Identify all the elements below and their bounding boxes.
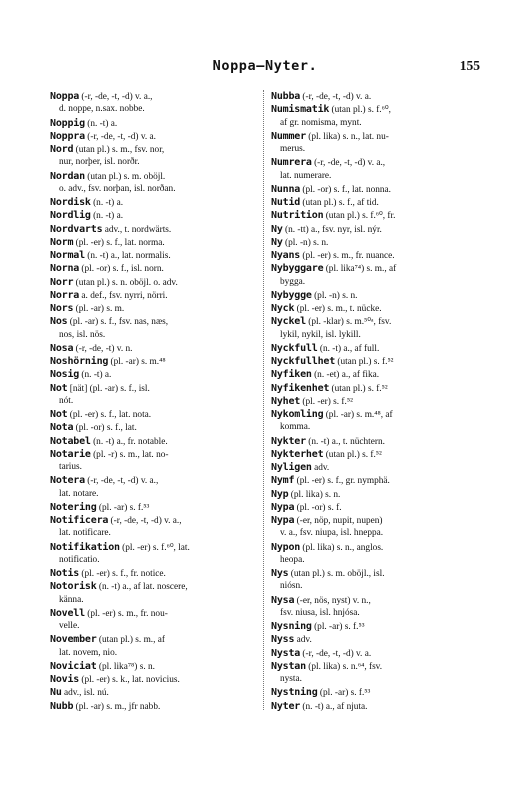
headword: Nybyggare [271, 263, 324, 275]
dictionary-entry [271, 660, 477, 673]
dictionary-entry [50, 90, 256, 103]
entry-definition: (pl. -ar) s. f., fsv. nas, næs, [67, 317, 169, 328]
entry-definition: nysta. [280, 674, 302, 684]
dictionary-entry [50, 276, 256, 289]
entry-continuation [50, 183, 256, 196]
headword: Nykterhet [271, 448, 324, 460]
dictionary-entry [271, 196, 477, 209]
entry-definition: o. adv., fsv. norþan, isl. norðan. [59, 183, 176, 194]
headword: Noppig [50, 117, 85, 129]
headword: Nykomling [271, 409, 324, 420]
headword: Notis [50, 568, 80, 579]
headword: Nyfiken [271, 369, 312, 381]
right-column [271, 90, 477, 713]
headword: Numrera [271, 157, 312, 169]
headword: Nordlig [50, 210, 91, 222]
entry-definition: af gr. nomisma, mynt. [280, 117, 362, 128]
headword: Nyligen [271, 462, 312, 473]
dictionary-entry [271, 249, 477, 262]
left-column [50, 90, 256, 713]
dictionary-entry [50, 130, 256, 143]
entry-definition: (pl. -or) s. f., lat. [73, 423, 137, 434]
entry-definition: adv., t. nordwärts. [102, 224, 172, 235]
dictionary-entry [271, 90, 477, 103]
entry-definition: (utan pl.) s. m. oböjl. [84, 171, 166, 182]
headword: Norna [50, 263, 80, 275]
entry-continuation [271, 117, 477, 130]
entry-definition: (pl. -er) s. f., lat. norma. [73, 237, 165, 248]
headword: Nordvarts [50, 223, 103, 235]
entry-definition: [nät] (pl. -ar) s. f., isl. [67, 383, 150, 394]
headword: Numismatik [271, 104, 330, 116]
entry-definition: (n. -t) a. [90, 198, 124, 208]
dictionary-entry [50, 607, 256, 620]
entry-continuation [271, 673, 477, 686]
entry-definition: nót. [59, 395, 74, 406]
entry-continuation [271, 276, 477, 289]
dictionary-entry [50, 143, 256, 156]
entry-definition: fsv. niusa, isl. hnjósa. [280, 607, 360, 618]
dictionary-entry [271, 474, 477, 487]
entry-definition: (n. -t) a., af full. [317, 343, 380, 354]
entry-definition: (pl. lika) s. n., lat. nu- [305, 131, 389, 142]
dictionary-entry [271, 156, 477, 169]
dictionary-entry [271, 342, 477, 355]
dictionary-entry [50, 315, 256, 328]
entry-definition: heopa. [280, 554, 305, 565]
entry-continuation [50, 488, 256, 501]
headword: Notabel [50, 435, 91, 447]
headword: November [50, 634, 97, 646]
running-head: Noppa—Nyter. [212, 58, 318, 74]
dictionary-entry [50, 342, 256, 355]
dictionary-entry [271, 236, 477, 249]
dictionary-entry [50, 289, 256, 302]
entry-definition: velle. [59, 621, 80, 631]
page-header [50, 58, 480, 74]
entry-definition: (n. -t) a., lat. normalis. [84, 251, 171, 261]
entry-definition: (utan pl.) s. f.⁵² [329, 383, 388, 394]
entry-continuation [50, 461, 256, 474]
dictionary-entry [50, 117, 256, 130]
headword: Nunna [271, 183, 301, 195]
headword: Norr [50, 276, 74, 288]
headword: Not [50, 409, 68, 420]
dictionary-entry [271, 435, 477, 448]
entry-definition: (n. -t) a. [79, 370, 112, 381]
entry-definition: (-er, nöp, nupit, nupen) [294, 516, 383, 526]
headword: Norm [50, 236, 74, 248]
entry-definition: d. noppe, n.sax. nobbe. [59, 104, 145, 115]
entry-definition: (pl. -or) s. f. [294, 502, 342, 513]
dictionary-entry [271, 700, 477, 713]
dictionary-entry [271, 103, 477, 116]
entry-definition: (utan pl.) s. f.⁵² [323, 449, 382, 460]
headword: Nybygge [271, 289, 312, 301]
entry-continuation [271, 580, 477, 593]
entry-definition: (pl. -n) s. n. [311, 290, 358, 301]
entry-continuation [50, 527, 256, 540]
entry-definition: (pl. -er) s. f.⁶⁰, lat. [119, 542, 190, 553]
entry-definition: (n. -t) a., t. nüchtern. [305, 436, 385, 447]
dictionary-entry [50, 633, 256, 646]
entry-definition: (utan pl.) s. n. oböjl. o. adv. [73, 277, 178, 288]
entry-definition: (-r, -de, -t, -d) v. a., [79, 92, 153, 102]
headword: Nystning [271, 687, 318, 699]
entry-definition: lat. numerare. [280, 170, 332, 181]
dictionary-entry [50, 501, 256, 514]
dictionary-entry [271, 368, 477, 381]
headword: Noppa [50, 91, 80, 102]
entry-definition: nos, isl. nös. [59, 329, 106, 340]
entry-continuation [271, 143, 477, 156]
entry-definition: (pl. -er) s. f., gr. nymphä. [294, 476, 390, 487]
headword: Notificera [50, 515, 109, 526]
entry-definition: (n. -t) a., fr. notable. [90, 436, 168, 447]
headword: Nysta [271, 647, 301, 659]
dictionary-entry [271, 567, 477, 580]
headword: Ny [271, 236, 283, 248]
headword: Nota [50, 422, 74, 434]
entry-definition: (pl. -ar) s. f.⁵³ [311, 622, 365, 632]
entry-definition: (pl. -or) s. f., lat. nonna. [300, 184, 391, 195]
dictionary-entry [271, 289, 477, 302]
dictionary-entry [271, 686, 477, 699]
entry-definition: merus. [280, 144, 306, 154]
headword: Nosa [50, 342, 74, 354]
dictionary-entry [50, 421, 256, 434]
entry-definition: (n. -t) a. [84, 118, 118, 129]
entry-definition: (pl. -er) s. f., fr. notice. [79, 569, 166, 579]
entry-definition: adv. [311, 463, 330, 473]
dictionary-entry [50, 368, 256, 381]
entry-definition: (pl. -er) s. f.⁵² [300, 396, 353, 407]
entry-continuation [50, 103, 256, 116]
headword: Noviciat [50, 660, 97, 672]
headword: Nordan [50, 170, 85, 182]
entry-definition: (utan pl.) s. f.⁶⁰, [329, 105, 391, 116]
dictionary-entry [50, 435, 256, 448]
entry-definition: (pl. -ar) s. m.⁴⁸ [108, 357, 166, 367]
dictionary-entry [271, 183, 477, 196]
headword: Nysning [271, 621, 312, 632]
entry-definition: (n. -t) a., af njuta. [300, 701, 368, 712]
headword: Nyhet [271, 395, 301, 407]
dictionary-entry [271, 620, 477, 633]
entry-definition: (n. -t) a., af lat. noscere, [96, 582, 188, 593]
headword: Nubb [50, 700, 74, 712]
dictionary-entry [271, 382, 477, 395]
entry-definition: adv., isl. nú. [61, 688, 109, 699]
entry-definition: (-r, -de, -t, -d) v. a., [108, 516, 182, 526]
entry-definition: (pl. lika) s. n.⁶⁴, fsv. [305, 661, 383, 672]
dictionary-entry [50, 660, 256, 673]
entry-continuation [271, 329, 477, 342]
headword: Nymf [271, 475, 295, 487]
headword: Nyckel [271, 316, 306, 328]
entry-definition: (pl. lika⁷⁸) s. n. [96, 661, 155, 672]
headword: Notera [50, 475, 85, 487]
dictionary-entry [50, 236, 256, 249]
entry-definition: bygga. [280, 276, 306, 287]
headword: Nyter [271, 700, 301, 712]
headword: Nyss [271, 634, 295, 646]
headword: Norra [50, 289, 80, 301]
headword: Nu [50, 687, 62, 699]
dictionary-entry [50, 474, 256, 487]
entry-definition: lat. novem, nio. [59, 647, 118, 658]
dictionary-entry [50, 408, 256, 421]
dictionary-entry [271, 647, 477, 660]
entry-continuation [271, 554, 477, 567]
entry-definition: (utan pl.) s. f., af tid. [300, 198, 379, 208]
entry-definition: känna. [59, 594, 84, 605]
dictionary-entry [50, 448, 256, 461]
entry-continuation [50, 647, 256, 660]
entry-definition: (-r, -de, -t, -d) v. a. [300, 648, 372, 659]
entry-definition: nur, norþer, isl. norðr. [59, 157, 140, 168]
headword: Nosig [50, 369, 80, 381]
headword: Nubba [271, 91, 301, 102]
dictionary-entry [50, 514, 256, 527]
dictionary-entry [50, 686, 256, 699]
dictionary-entry [50, 223, 256, 236]
dictionary-entry [271, 448, 477, 461]
headword: Nypon [271, 541, 301, 553]
dictionary-entry [271, 223, 477, 236]
dictionary-entry [50, 262, 256, 275]
entry-definition: (pl. -er) s. m., fr. nuance. [300, 251, 395, 261]
entry-definition: (n. -tt) a., fsv. nyr, isl. nýr. [282, 224, 382, 235]
headword: Nys [271, 568, 289, 579]
entry-definition: (pl. -er) s. m., fr. nou- [84, 608, 168, 619]
headword: Nysa [271, 594, 295, 606]
dictionary-entry [50, 567, 256, 580]
entry-definition: (pl. -er) s. m., t. nücke. [294, 304, 382, 314]
headword: Notering [50, 501, 97, 513]
headword: Novell [50, 607, 85, 619]
headword: Nyckfullhet [271, 356, 336, 367]
dictionary-entry [50, 249, 256, 262]
entry-definition: notificatio. [59, 554, 100, 565]
dictionary-entry [50, 700, 256, 713]
entry-continuation [271, 421, 477, 434]
dictionary-entry [271, 461, 477, 474]
dictionary-entry [50, 673, 256, 686]
entry-definition: niósn. [280, 581, 303, 592]
dictionary-entry [271, 262, 477, 275]
headword: Notifikation [50, 541, 120, 553]
entry-definition: (pl. -ar) s. f.⁵³ [96, 502, 150, 513]
dictionary-entry [271, 408, 477, 421]
entry-definition: adv. [294, 635, 312, 646]
entry-definition: (pl. lika) s. n., anglos. [300, 542, 384, 553]
dictionary-entry [50, 580, 256, 593]
headword: Noppra [50, 130, 85, 142]
headword: Nyans [271, 250, 301, 261]
entry-continuation [271, 170, 477, 183]
dictionary-entry [50, 170, 256, 183]
headword: Nummer [271, 130, 306, 142]
entry-definition: lat. notificare. [59, 528, 111, 539]
dictionary-entry [50, 382, 256, 395]
dictionary-entry [271, 130, 477, 143]
dictionary-entry [271, 594, 477, 607]
dictionary-entry [50, 541, 256, 554]
headword: Nyp [271, 488, 289, 500]
dictionary-entry [50, 302, 256, 315]
entry-definition: (pl. -ar) s. m., jfr nabb. [73, 701, 161, 712]
entry-continuation [50, 395, 256, 408]
dictionary-entry [271, 302, 477, 315]
entry-definition: komma. [280, 422, 311, 433]
entry-definition: v. a., fsv. niupa, isl. hneppa. [280, 528, 384, 539]
entry-definition: (utan pl.) s. m. oböjl., isl. [288, 569, 385, 579]
entry-definition: (pl. -ar) s. m. [73, 304, 125, 314]
dictionary-entry [271, 395, 477, 408]
headword: Not [50, 382, 68, 394]
entry-continuation [50, 329, 256, 342]
entry-definition: (-er, nös, nyst) v. n., [294, 595, 371, 606]
entry-definition: tarius. [59, 462, 82, 472]
headword: Nypa [271, 515, 295, 526]
entry-definition: (pl. lika⁷⁴) s. m., af [323, 264, 397, 275]
dictionary-entry [271, 488, 477, 501]
entry-definition: (-r, -de, -t) v. n. [73, 343, 133, 354]
entry-definition: a. def., fsv. nyrri, nörri. [79, 290, 168, 301]
entry-continuation [50, 554, 256, 567]
headword: Nutid [271, 197, 301, 208]
entry-definition: (pl. -r) s. m., lat. no- [90, 449, 169, 460]
entry-definition: (utan pl.) s. m., fsv. nor, [73, 145, 165, 155]
page-number: 155 [459, 58, 480, 73]
entry-continuation [50, 620, 256, 633]
headword: Nyfikenhet [271, 382, 330, 394]
headword: Novis [50, 674, 80, 685]
headword: Nos [50, 316, 68, 328]
headword: Nyckfull [271, 342, 318, 354]
entry-definition: (utan pl.) s. f.⁶⁰, fr. [323, 211, 396, 222]
entry-definition: (pl. -n) s. n. [282, 237, 329, 248]
dictionary-entry [271, 501, 477, 514]
headword: Nutrition [271, 210, 324, 222]
headword: Nypa [271, 501, 295, 513]
headword: Nors [50, 303, 74, 314]
entry-definition: (pl. -er) s. k., lat. novicius. [79, 675, 180, 685]
headword: Notorisk [50, 581, 97, 593]
entry-definition: (utan pl.) s. m., af [96, 635, 165, 646]
entry-definition: (-r, -de, -t, -d) v. a., [84, 476, 159, 487]
dictionary-entry [271, 209, 477, 222]
entry-continuation [271, 607, 477, 620]
headword: Nykter [271, 435, 306, 447]
entry-definition: (pl. -er) s. f., lat. nota. [67, 410, 152, 420]
entry-definition: (pl. -or) s. f., isl. norn. [79, 264, 164, 275]
headword: Nord [50, 144, 74, 155]
headword: Nordisk [50, 197, 91, 208]
dictionary-entry [271, 355, 477, 368]
entry-continuation [50, 156, 256, 169]
dictionary-entry [50, 355, 256, 368]
entry-definition: (-r, -de, -t, -d) v. a. [84, 131, 156, 142]
headword: Normal [50, 250, 85, 261]
entry-definition: lykil, nykil, isl. lykill. [280, 329, 361, 340]
entry-definition: (pl. -ar) s. f.⁵³ [317, 688, 371, 699]
dictionary-entry [271, 541, 477, 554]
column-divider [263, 90, 264, 710]
dictionary-entry [271, 315, 477, 328]
entry-definition: (-r, -de, -t, -d) v. a., [311, 158, 386, 169]
dictionary-entry [271, 514, 477, 527]
entry-continuation [50, 594, 256, 607]
entry-definition: (pl. lika) s. n. [288, 489, 341, 500]
entry-definition: (n. -et) a., af fika. [311, 370, 380, 381]
entry-definition: lat. notare. [59, 488, 99, 499]
entry-definition: (pl. -ar) s. m.⁴⁸, af [323, 410, 393, 420]
entry-definition: (utan pl.) s. f.⁵² [335, 357, 394, 367]
entry-definition: (-r, -de, -t, -d) v. a. [300, 92, 372, 102]
entry-definition: (pl. -klar) s. m.⁵⁰ᵃ, fsv. [305, 317, 392, 328]
headword: Nyck [271, 303, 295, 314]
dictionary-entry [50, 209, 256, 222]
dictionary-entry [50, 196, 256, 209]
headword: Nystan [271, 660, 306, 672]
dictionary-entry [271, 633, 477, 646]
entry-definition: (n. -t) a. [90, 211, 124, 222]
headword: Noshörning [50, 356, 109, 367]
entry-continuation [271, 527, 477, 540]
headword: Ny [271, 223, 283, 235]
headword: Notarie [50, 448, 91, 460]
